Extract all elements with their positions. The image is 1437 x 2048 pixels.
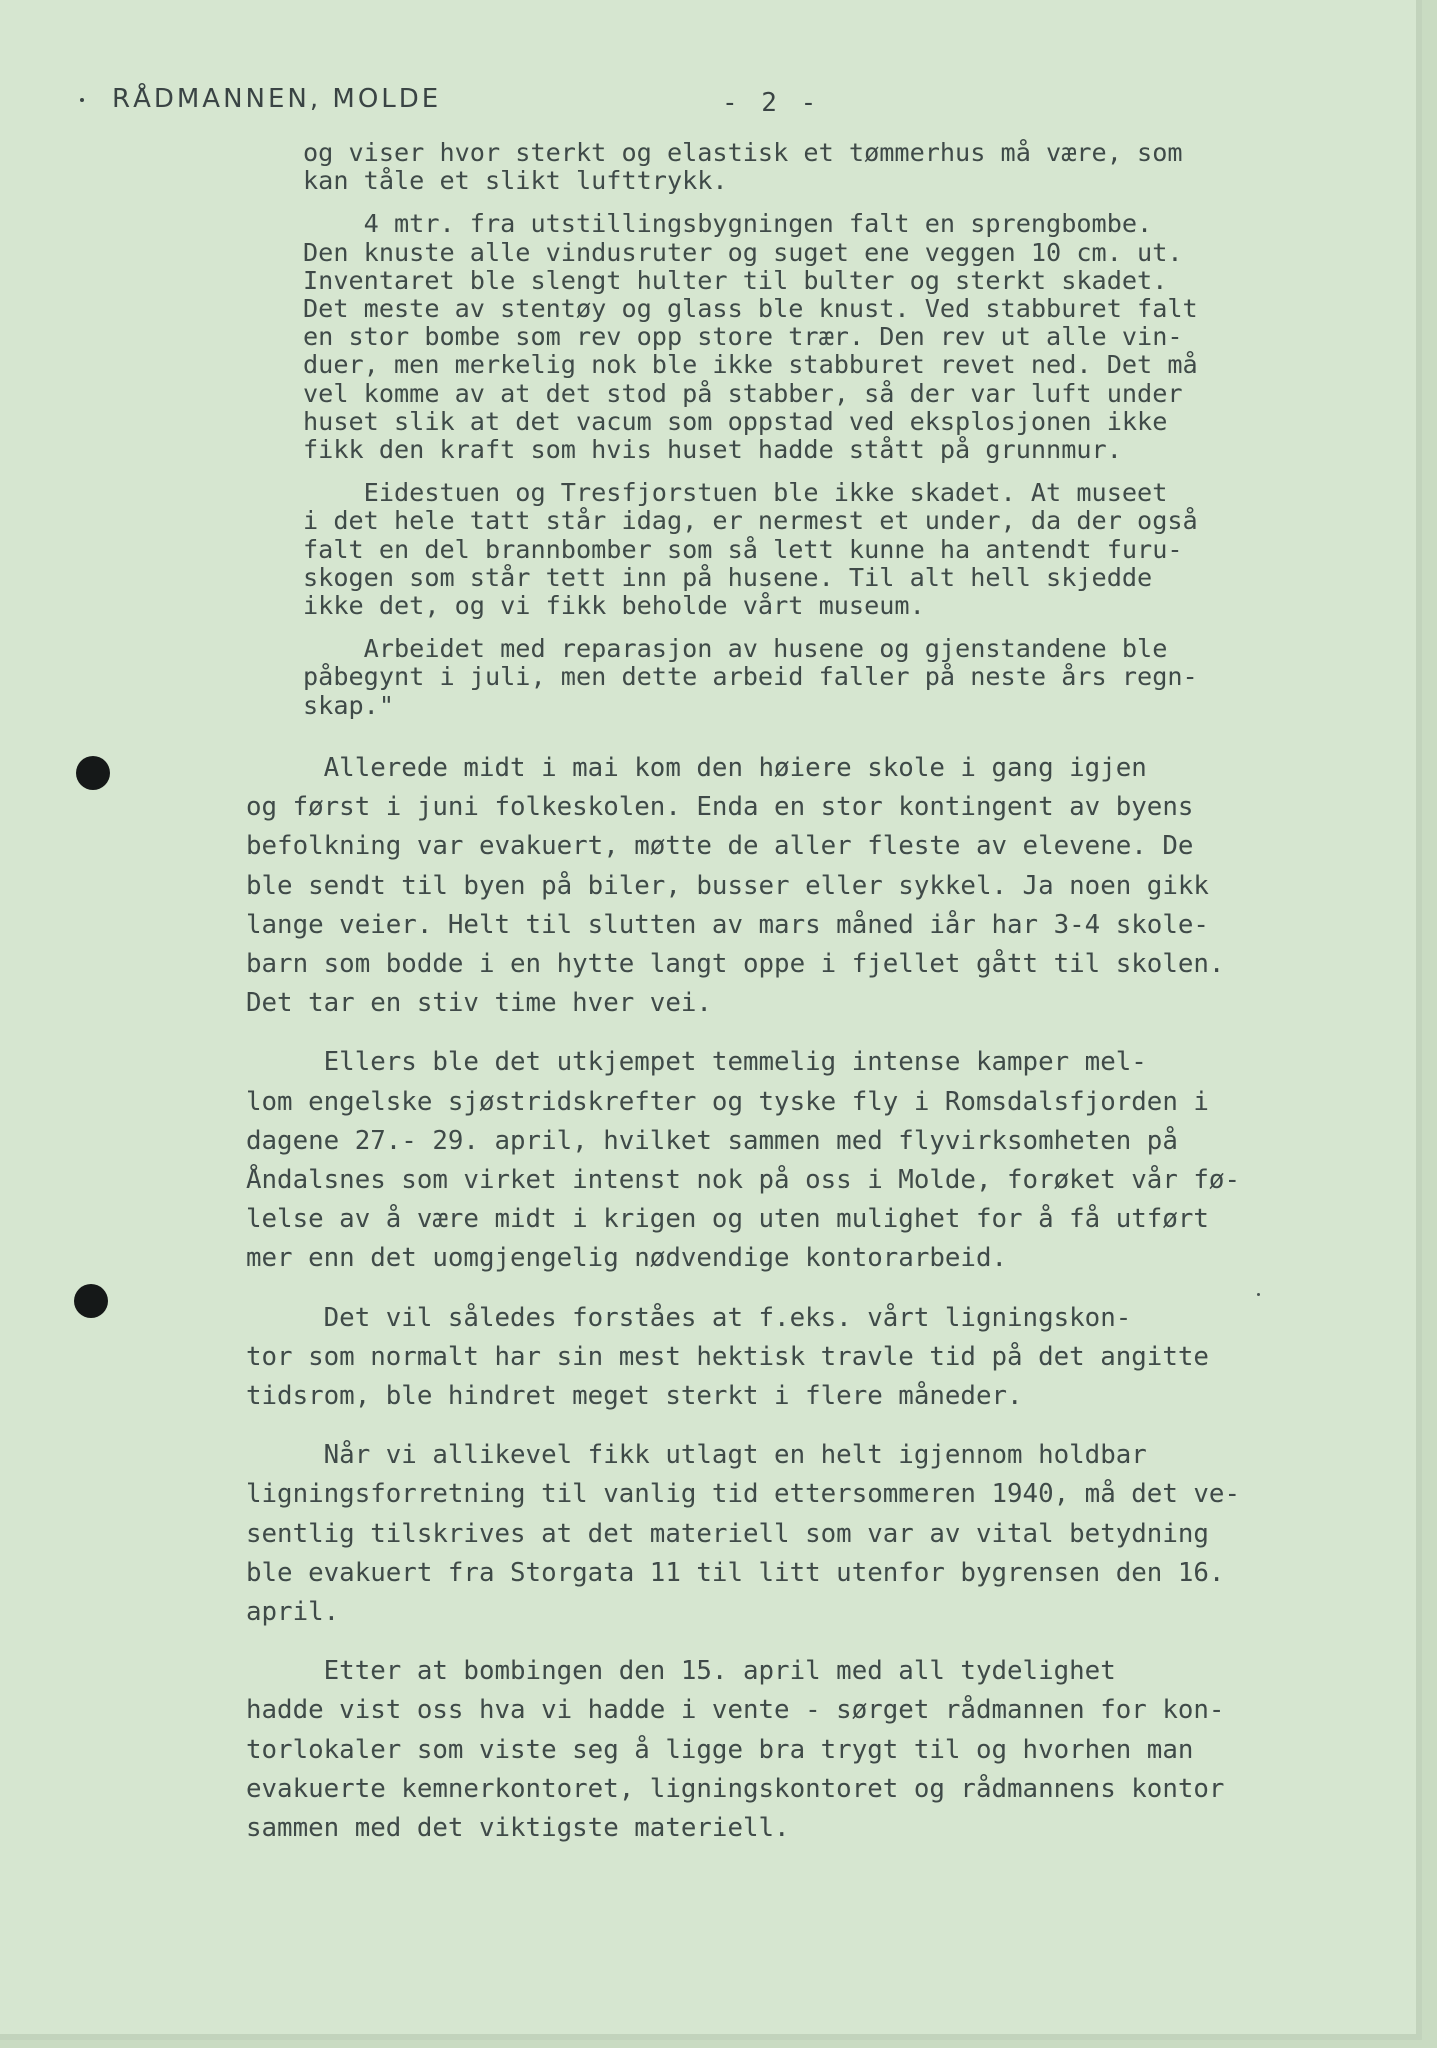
text-line: april. (246, 1597, 340, 1628)
text-line: Det tar en stiv time hver vei. (246, 988, 712, 1019)
text-line: huset slik at det vacum som oppstad ved eksplosjonen ikke (303, 406, 1168, 436)
text-line: Når vi allikevel fikk utlagt en helt igjennom holdbar (246, 1440, 1147, 1471)
text-line: Inventaret ble slengt hulter til bulter og sterkt skadet. (303, 265, 1168, 295)
text-line: hadde vist oss hva vi hadde i vente - sørget rådmannen for kon- (246, 1695, 1225, 1726)
text-line: Arbeidet med reparasjon av husene og gjenstandene ble (303, 634, 1168, 664)
text-line: tor som normalt har sin mest hektisk travle tid på det angitte (246, 1341, 1209, 1372)
text-line: vel komme av at det stod på stabber, så der var luft under (303, 378, 1183, 408)
text-line: en stor bombe som rev opp store trær. Den rev ut alle vin- (303, 322, 1183, 352)
text-line: Det meste av stentøy og glass ble knust. Ved stabburet falt (303, 294, 1198, 324)
text-line: Den knuste alle vindusruter og suget ene veggen 10 cm. ut. (303, 237, 1183, 267)
text-line: skap." (303, 690, 394, 720)
text-line: falt en del brannbomber som så lett kunne ha antendt furu- (303, 534, 1183, 564)
text-line: og først i juni folkeskolen. Enda en stor kontingent av byens (246, 792, 1194, 823)
text-line: Det vil således forståes at f.eks. vårt ligningskon- (246, 1302, 1132, 1333)
page-header (80, 84, 441, 114)
text-line: ble sendt til byen på biler, busser eller sykkel. Ja noen gikk (246, 870, 1209, 901)
text-line: tidsrom, ble hindret meget sterkt i flere måneder. (246, 1381, 1023, 1412)
punch-hole (76, 756, 110, 790)
text-line: lelse av å være midt i krigen og uten mulighet for å få utført (246, 1204, 1209, 1235)
text-line: ligningsforretning til vanlig tid ettersommeren 1940, må det ve- (246, 1479, 1240, 1510)
text-line: torlokaler som viste seg å ligge bra trygt til og hvorhen man (246, 1734, 1194, 1765)
text-line: sammen med det viktigste materiell. (246, 1813, 790, 1844)
text-line: skogen som står tett inn på husene. Til alt hell skjedde (303, 562, 1153, 592)
text-line: Allerede midt i mai kom den høiere skole i gang igjen (246, 753, 1147, 783)
text-line: befolkning var evakuert, møtte de aller fleste av elevene. De (246, 831, 1194, 862)
text-line: Eidestuen og Tresfjorstuen ble ikke skadet. At museet (303, 478, 1168, 508)
text-line: lom engelske sjøstridskrefter og tyske fly i Romsdalsfjorden i (246, 1086, 1209, 1117)
text-line: lange veier. Helt til slutten av mars måned iår har 3-4 skole- (246, 909, 1209, 940)
text-line: barn som bodde i en hytte langt oppe i fjellet gått til skolen. (246, 949, 1225, 980)
text-line: evakuerte kemnerkontoret, ligningskontoret og rådmannens kontor (246, 1773, 1225, 1804)
text-line: ble evakuert fra Storgata 11 til litt utenfor bygrensen den 16. (246, 1557, 1225, 1588)
text-line: i det hele tatt står idag, er nermest et under, da der også (303, 506, 1198, 536)
body-text-block (246, 749, 1240, 1848)
text-line: sentlig tilskrives at det materiell som var av vital betydning (246, 1518, 1209, 1549)
text-line: duer, men merkelig nok ble ikke stabburet revet ned. Det må (303, 350, 1198, 380)
paper-speck (1257, 1293, 1260, 1296)
text-line: kan tåle et slikt lufttrykk. (303, 166, 728, 196)
text-line: dagene 27.- 29. april, hvilket sammen med flyvirksomheten på (246, 1125, 1178, 1156)
header-title: RÅDMANNEN, MOLDE (112, 84, 442, 114)
text-line: 4 mtr. fra utstillingsbygningen falt en sprengbombe. (303, 209, 1153, 239)
page-number: - 2 - (722, 88, 821, 118)
text-line: fikk den kraft som hvis huset hadde stått på grunnmur. (303, 435, 1122, 465)
text-line: Åndalsnes som virket intenst nok på oss i Molde, forøket vår fø- (246, 1165, 1240, 1196)
text-line: og viser hvor sterkt og elastisk et tømmerhus må være, som (303, 138, 1183, 167)
quoted-report-block (303, 139, 1198, 720)
text-line: påbegynt i juli, men dette arbeid faller på neste års regn- (303, 662, 1198, 692)
text-line: Ellers ble det utkjempet temmelig intense kamper mel- (246, 1047, 1147, 1078)
text-line: mer enn det uomgjengelig nødvendige kontorarbeid. (246, 1243, 1008, 1274)
punch-hole (74, 1284, 108, 1318)
text-line: Etter at bombingen den 15. april med all tydelighet (246, 1656, 1116, 1687)
text-line: ikke det, og vi fikk beholde vårt museum. (303, 591, 925, 621)
header-dot (80, 98, 84, 102)
